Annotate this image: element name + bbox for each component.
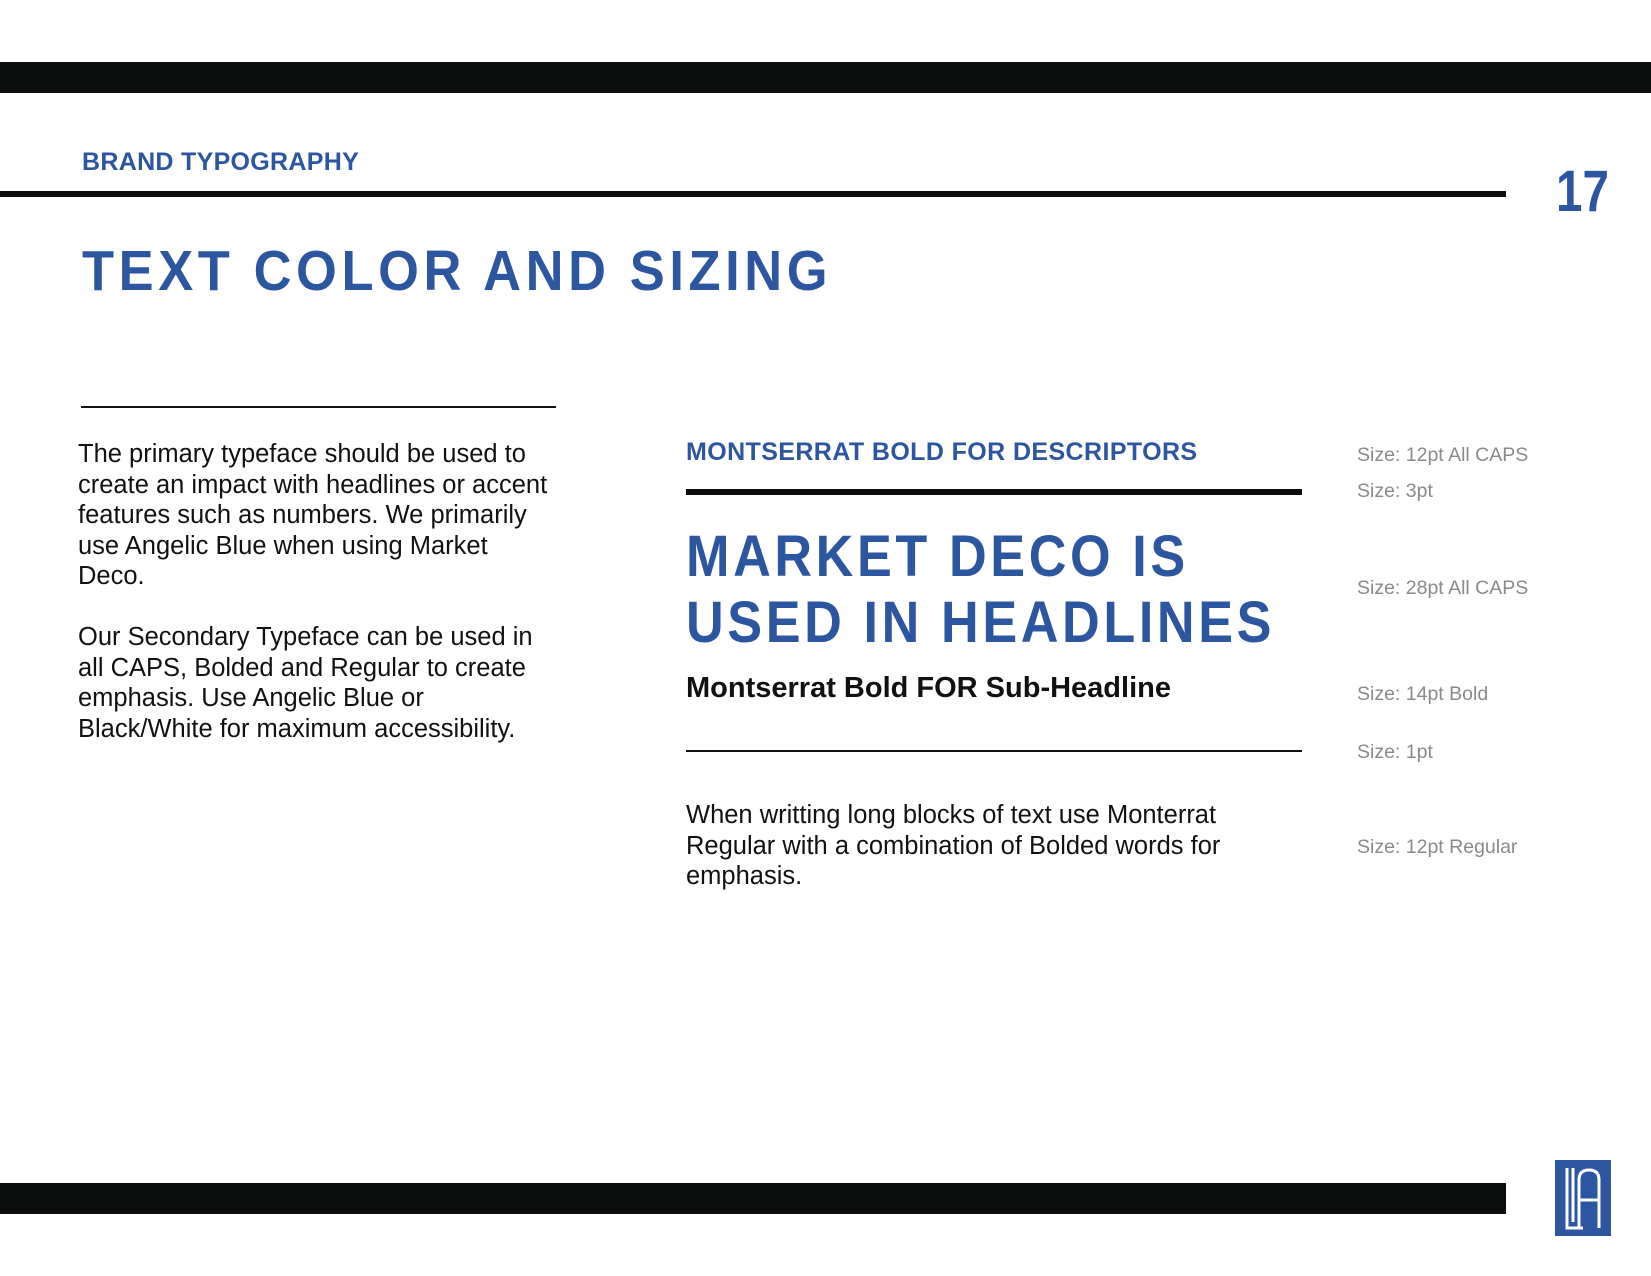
descriptor-sample: MONTSERRAT BOLD FOR DESCRIPTORS [686, 438, 1198, 466]
spec-subheadline-size: Size: 14pt Bold [1357, 683, 1489, 705]
spec-headline-size: Size: 28pt All CAPS [1357, 577, 1529, 599]
primary-typeface-paragraph: The primary typeface should be used to create an impact with headlines or accent features such as numbers. We primarily use Angelic Blue when using Market Deco. [78, 440, 548, 590]
headline-sample [686, 524, 1275, 656]
thin-rule-sample [686, 750, 1302, 752]
section-label: BRAND TYPOGRAPHY [82, 148, 360, 176]
top-black-bar [0, 62, 1651, 93]
headline-line-2: USED IN HEADLINES [686, 590, 1276, 655]
headline-line-1: MARKET DECO IS [686, 524, 1189, 589]
bottom-black-bar [0, 1183, 1506, 1214]
thick-rule-sample [686, 489, 1302, 495]
spec-descriptor-size: Size: 12pt All CAPS [1357, 444, 1529, 466]
spec-thick-rule-size: Size: 3pt [1357, 480, 1433, 502]
long-text-sample: When writting long blocks of text use Monterrat Regular with a combination of Bolded words for emphasis. [686, 801, 1221, 890]
header-rule [0, 191, 1506, 197]
secondary-typeface-paragraph: Our Secondary Typeface can be used in all CAPS, Bolded and Regular to create emphasis. Use Angelic Blue or Black/White for maximum accessibility. [78, 623, 533, 743]
page-number: 17 [1556, 159, 1609, 224]
brand-logo-icon [1555, 1160, 1611, 1236]
spec-thin-rule-size: Size: 1pt [1357, 741, 1433, 763]
left-column-rule [81, 406, 556, 408]
subheadline-sample: Montserrat Bold FOR Sub-Headline [686, 672, 1171, 704]
spec-long-text-size: Size: 12pt Regular [1357, 836, 1518, 858]
page-title: TEXT COLOR AND SIZING [82, 239, 833, 303]
